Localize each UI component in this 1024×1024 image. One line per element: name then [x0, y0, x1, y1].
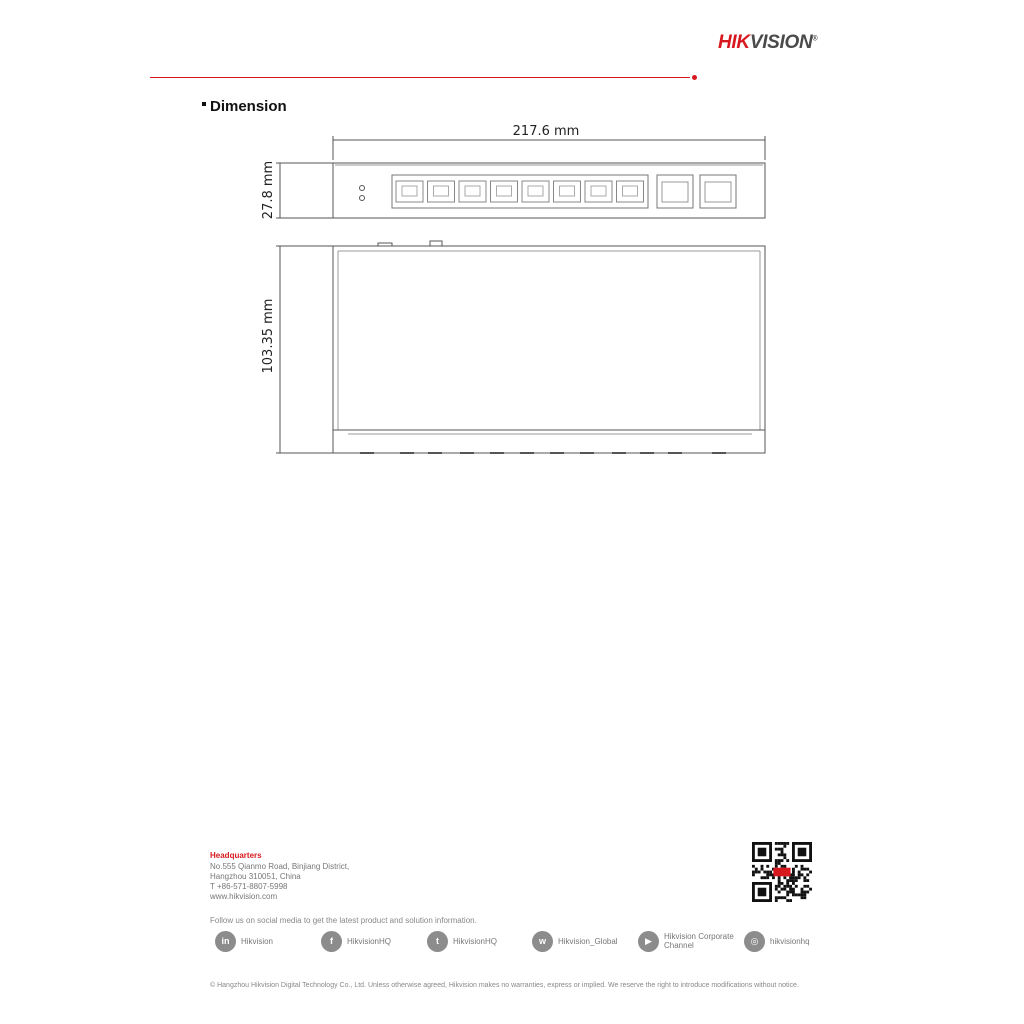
youtube-icon: ▶ [638, 931, 659, 952]
qr-module [786, 882, 789, 885]
qr-module [775, 899, 778, 902]
qr-module [766, 873, 769, 876]
ethernet-port [459, 181, 486, 202]
ethernet-port-jack [623, 186, 638, 196]
ethernet-port-block [392, 175, 648, 208]
copyright-text: © Hangzhou Hikvision Digital Technology Co., Ltd. Unless otherwise agreed, Hikvision makes no warranties, express or implied. We reserve the right to introduce modifications without notice. [210, 982, 799, 989]
section-title-text: Dimension [210, 98, 287, 115]
qr-module [778, 848, 781, 851]
qr-module [798, 876, 801, 879]
qr-module [801, 893, 804, 896]
qr-module [795, 865, 798, 868]
hq-title: Headquarters [210, 851, 262, 860]
qr-module [789, 876, 792, 879]
qr-module [789, 899, 792, 902]
qr-module [781, 853, 784, 856]
top-view-outline [333, 246, 765, 453]
qr-module [795, 893, 798, 896]
social-label: Hikvision_Global [558, 936, 618, 946]
qr-module [766, 876, 769, 879]
qr-module [801, 891, 804, 894]
qr-module [781, 896, 784, 899]
qr-logo-badge [773, 868, 790, 877]
qr-module [792, 893, 795, 896]
qr-module [798, 873, 801, 876]
qr-module [786, 891, 789, 894]
led-indicator-2 [360, 196, 365, 201]
qr-module [781, 865, 784, 868]
ethernet-port [554, 181, 581, 202]
social-linkedin[interactable] [215, 930, 273, 952]
qr-module [761, 868, 764, 871]
ethernet-port [522, 181, 549, 202]
qr-module [795, 885, 798, 888]
qr-module [752, 865, 755, 868]
qr-module [781, 859, 784, 862]
qr-finder-core [758, 888, 767, 897]
uplink-port-2-jack [705, 182, 731, 202]
qr-module [755, 871, 758, 874]
qr-module [792, 891, 795, 894]
qr-module [775, 859, 778, 862]
qr-module [806, 885, 809, 888]
social-instagram[interactable] [744, 930, 810, 952]
qr-module [783, 845, 786, 848]
qr-module [809, 888, 812, 891]
qr-module [803, 868, 806, 871]
ethernet-port-jack [528, 186, 543, 196]
qr-module [778, 882, 781, 885]
qr-module [763, 876, 766, 879]
website-link[interactable]: www.hikvision.com [210, 892, 278, 901]
social-label: HikvisionHQ [347, 936, 392, 946]
qr-module [783, 888, 786, 891]
qr-module [789, 891, 792, 894]
wechat-icon: w [532, 931, 553, 952]
qr-module [798, 871, 801, 874]
qr-module [792, 868, 795, 871]
qr-module [769, 871, 772, 874]
qr-module [803, 885, 806, 888]
qr-module [778, 879, 781, 882]
qr-module [806, 891, 809, 894]
qr-module [778, 891, 781, 894]
address-line: Hangzhou 310051, China [210, 872, 301, 881]
logo-hik-text: HIK [718, 32, 750, 53]
qr-module [778, 896, 781, 899]
ethernet-port [396, 181, 423, 202]
qr-module [789, 888, 792, 891]
ethernet-port-jack [591, 186, 606, 196]
social-label: HikvisionHQ [453, 936, 498, 946]
ethernet-port-jack [497, 186, 512, 196]
qr-module [792, 876, 795, 879]
linkedin-icon: in [215, 931, 236, 952]
qr-module [792, 879, 795, 882]
qr-module [783, 885, 786, 888]
ethernet-port [585, 181, 612, 202]
qr-module [792, 882, 795, 885]
qr-module [761, 865, 764, 868]
qr-module [766, 865, 769, 868]
ethernet-port-jack [465, 186, 480, 196]
qr-module [752, 873, 755, 876]
qr-module [775, 848, 778, 851]
qr-module [801, 896, 804, 899]
qr-module [775, 888, 778, 891]
qr-module [803, 891, 806, 894]
qr-module [775, 862, 778, 865]
qr-module [761, 876, 764, 879]
qr-module [778, 862, 781, 865]
qr-module [792, 873, 795, 876]
qr-module [775, 842, 778, 845]
qr-module [786, 893, 789, 896]
qr-module [775, 885, 778, 888]
qr-module [783, 876, 786, 879]
qr-code [752, 842, 812, 902]
social-facebook[interactable] [321, 930, 391, 952]
qr-module [803, 893, 806, 896]
qr-module [798, 893, 801, 896]
qr-module [803, 876, 806, 879]
logo-registered-mark: ® [812, 35, 818, 43]
address-line: No.555 Qianmo Road, Binjiang District, [210, 862, 350, 871]
ethernet-port [428, 181, 455, 202]
ethernet-port [617, 181, 644, 202]
qr-module [786, 879, 789, 882]
ethernet-port-jack [560, 186, 575, 196]
height-label: 27.8 mm [261, 160, 276, 220]
qr-module [783, 856, 786, 859]
qr-module [752, 871, 755, 874]
qr-module [792, 871, 795, 874]
instagram-icon: ◎ [744, 931, 765, 952]
qr-module [801, 865, 804, 868]
social-label: hikvisionhq [770, 936, 810, 946]
uplink-port-1-jack [662, 182, 688, 202]
qr-module [778, 859, 781, 862]
social-label: Hikvision Corporate Channel [664, 932, 734, 950]
ethernet-port [491, 181, 518, 202]
facebook-icon: f [321, 931, 342, 952]
twitter-icon: t [427, 931, 448, 952]
qr-module [781, 888, 784, 891]
qr-module [783, 896, 786, 899]
top-tab-1 [378, 243, 392, 246]
qr-module [786, 842, 789, 845]
qr-module [803, 879, 806, 882]
qr-module [801, 868, 804, 871]
qr-module [769, 873, 772, 876]
qr-module [781, 842, 784, 845]
social-twitter[interactable] [427, 930, 497, 952]
qr-module [789, 879, 792, 882]
depth-label: 103.35 mm [261, 298, 276, 374]
qr-module [781, 851, 784, 854]
logo-vision-text: VISION [749, 32, 813, 53]
qr-module [786, 859, 789, 862]
qr-module [801, 888, 804, 891]
qr-module [786, 885, 789, 888]
qr-module [778, 885, 781, 888]
qr-module [772, 876, 775, 879]
top-tab-2 [430, 241, 442, 246]
qr-module [806, 873, 809, 876]
ethernet-port-jack [434, 186, 449, 196]
qr-finder-core [798, 848, 807, 857]
qr-module [755, 868, 758, 871]
qr-module [795, 876, 798, 879]
qr-module [781, 848, 784, 851]
qr-module [801, 873, 804, 876]
led-indicator-1 [360, 186, 365, 191]
qr-module [775, 896, 778, 899]
qr-finder-core [758, 848, 767, 857]
qr-module [789, 885, 792, 888]
qr-module [778, 876, 781, 879]
phone-line: T +86-571-8807-5998 [210, 882, 288, 891]
qr-module [778, 853, 781, 856]
social-label: Hikvision [241, 936, 274, 946]
qr-module [763, 871, 766, 874]
qr-module [781, 882, 784, 885]
social-youtube[interactable] [638, 930, 734, 952]
qr-module [783, 865, 786, 868]
ethernet-port-jack [402, 186, 417, 196]
qr-module [806, 868, 809, 871]
qr-module [795, 879, 798, 882]
qr-module [792, 888, 795, 891]
qr-module [758, 871, 761, 874]
ethernet-ports [396, 181, 644, 202]
qr-module [783, 853, 786, 856]
qr-module [786, 899, 789, 902]
width-label: 217.6 mm [512, 124, 580, 139]
qr-module [803, 896, 806, 899]
qr-module [783, 842, 786, 845]
qr-module [775, 865, 778, 868]
qr-module [809, 871, 812, 874]
qr-module [778, 842, 781, 845]
qr-module [806, 879, 809, 882]
qr-module [766, 871, 769, 874]
social-wechat[interactable] [532, 930, 618, 952]
follow-text: Follow us on social media to get the latest product and solution information. [210, 916, 477, 925]
